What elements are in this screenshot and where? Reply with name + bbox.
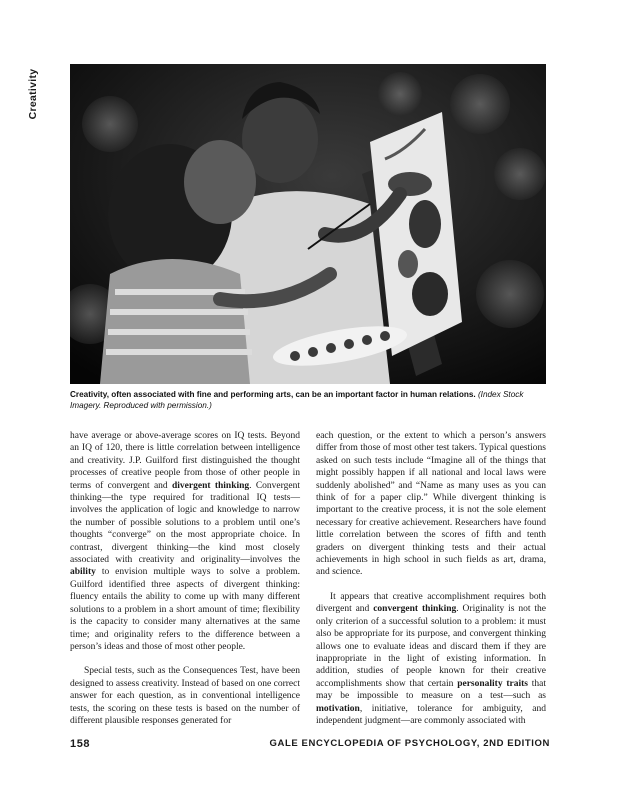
- text-run: to envision multiple ways to solve a problem. Guilford identified three aspects of divergent thinking: fluency entails the ability to come up with many different solutions to a problem in a short amount of time; flexibility is the capacity to consider many alternatives at the same time; and originality refers to the difference between a person’s ideas and those of most other people.: [70, 567, 300, 652]
- key-term: convergent thinking: [373, 604, 457, 615]
- children-painting-illustration: [70, 64, 546, 384]
- page-footer: [70, 738, 550, 752]
- text-run: each question, or the extent to which a person’s answers differ from those of most other test takers. Typical questions asked on such tests include “Imagine all of the things that might possibly happen if all national and local laws were suddenly abolished” and “Name as many uses as you can think of for a paper clip.” While divergent thinking is important to the creative process, it is not the sole element necessary for creative achievement. Researchers have found little correlation between the scores of fifth and tenth graders on divergent thinking tests and their actual achievements in high school in such fields as art, drama, and science.: [316, 431, 546, 578]
- section-label-text: Creativity: [27, 68, 39, 120]
- text-column-left: [70, 430, 300, 727]
- paragraph: [70, 665, 300, 727]
- section-label: [24, 64, 42, 124]
- text-run: . Convergent thinking—the type required for traditional IQ tests—involves the application of logic and knowledge to narrow the number of possible solutions to a problem until one’s thoughts “converge” on the most appropriate choice. In contrast, divergent thinking—the kind most closely associated with creativity and originality—involves the: [70, 480, 300, 566]
- text-column-right: [316, 430, 546, 727]
- text-run: Special tests, such as the Consequences Test, have been designed to assess creativity. Instead of based on one correct answer for each question, as in conventional intelligence tests, the scoring on these tests is based on the number of different plausible responses generated for: [70, 666, 300, 726]
- caption-credit: (Index Stock Imagery. Reproduced with permission.): [70, 390, 524, 410]
- paragraph: [316, 430, 546, 579]
- paragraph: [316, 591, 546, 727]
- key-term: divergent thinking: [172, 480, 250, 491]
- text-run: It appears that creative accomplishment requires both divergent and: [316, 591, 546, 615]
- key-term: ability: [70, 567, 96, 578]
- publication-title: GALE ENCYCLOPEDIA OF PSYCHOLOGY, 2ND EDITION: [269, 738, 550, 749]
- key-term: personality traits: [457, 678, 528, 689]
- text-run: . Originality is not the only criterion of a successful solution to a problem: it must also be appropriate for its purpose, and convergent thinking allows one to evaluate ideas and discard them if they are inappropriate in the light of existing information. In addition, studies of people known for their creative accomplishments show that certain: [316, 604, 546, 689]
- text-run: that may be impossible to measure on a test—such as: [316, 678, 546, 702]
- page-number: 158: [70, 738, 91, 750]
- text-run: have average or above-average scores on IQ tests. Beyond an IQ of 120, there is little correlation between intelligence and creativity. J.P. Guilford first distinguished the thought processes of creative people from those of other people in terms of convergent and: [70, 431, 300, 491]
- paragraph: [70, 430, 300, 653]
- photo-caption: [70, 389, 546, 411]
- article-photo: [70, 64, 546, 384]
- key-term: motivation: [316, 703, 360, 714]
- caption-text: Creativity, often associated with fine and performing arts, can be an important factor in human relations.: [70, 390, 476, 399]
- text-run: , initiative, tolerance for ambiguity, and independent judgment—are commonly associated with: [316, 703, 546, 726]
